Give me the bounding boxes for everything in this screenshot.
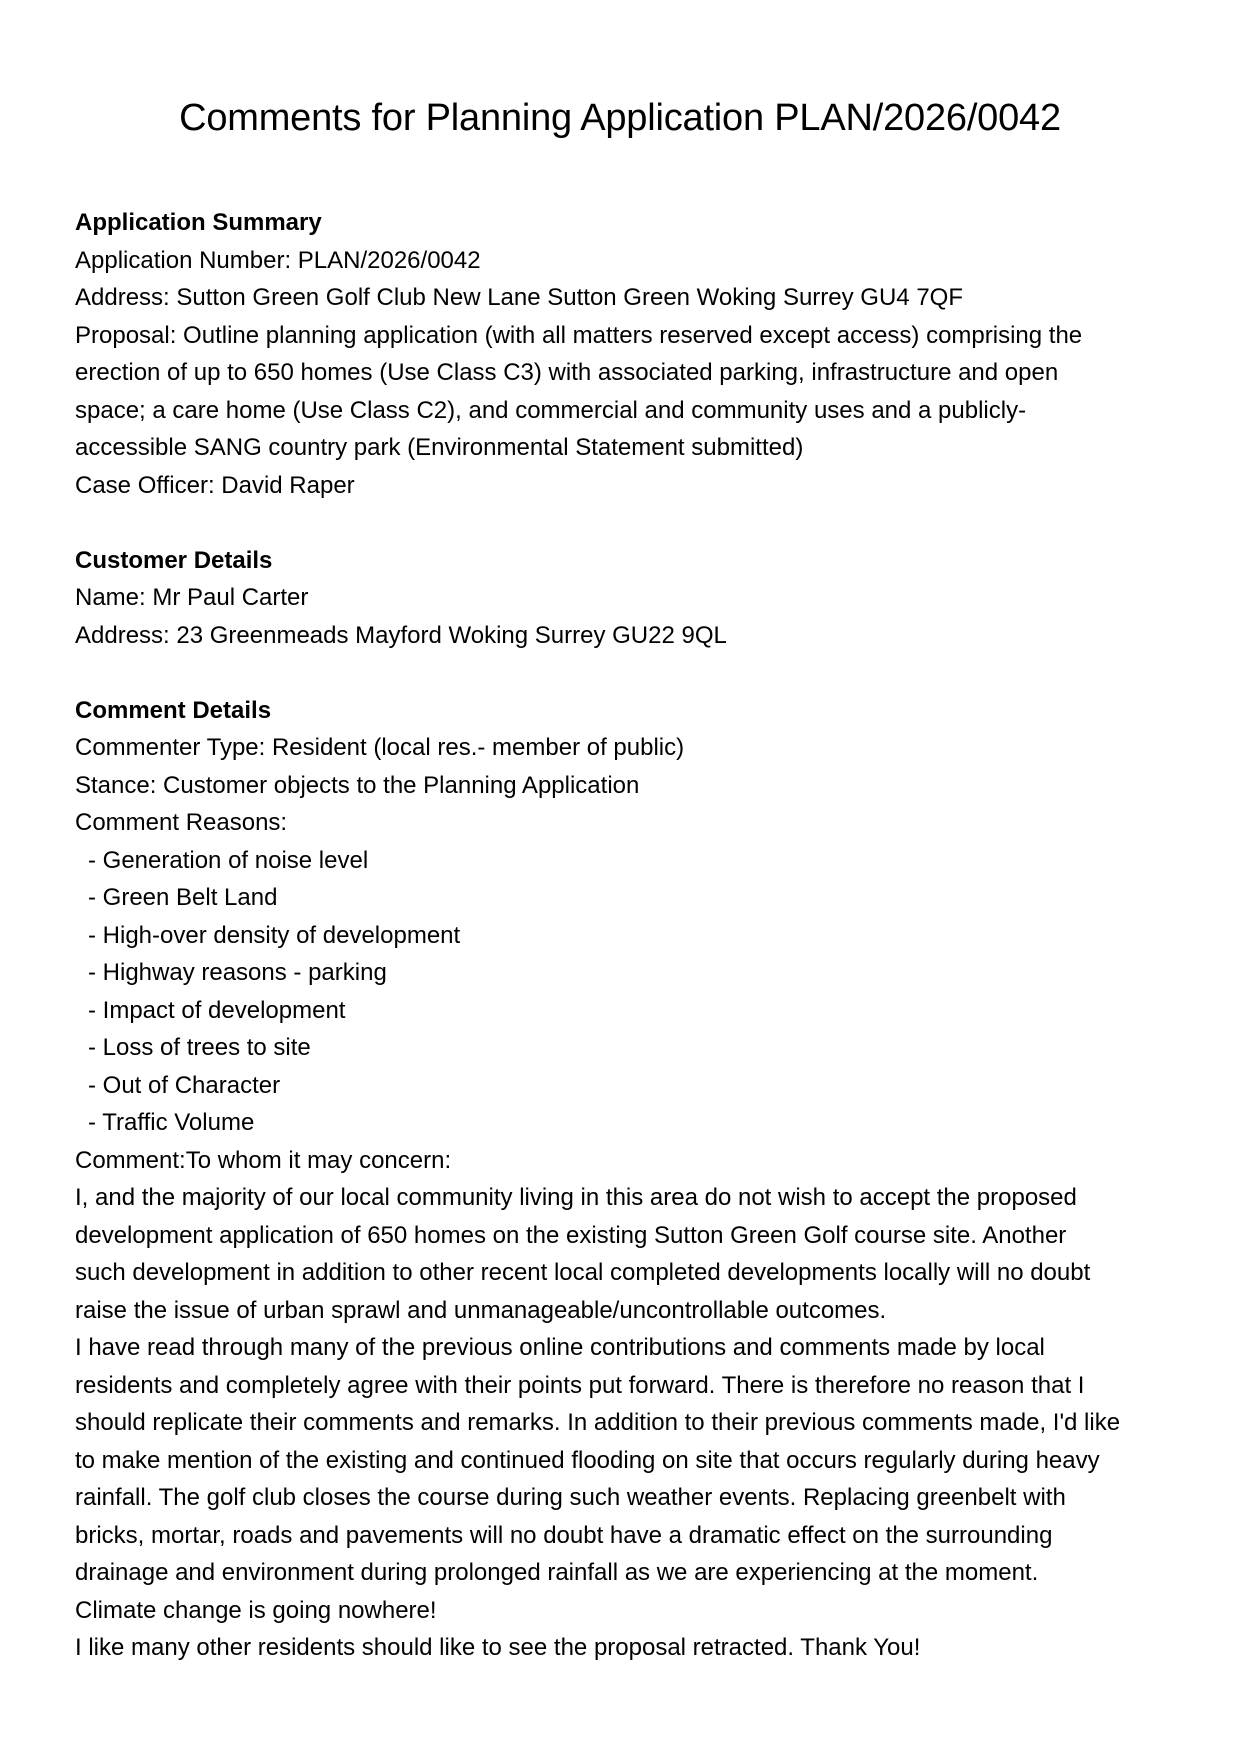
comment-line: drainage and environment during prolonged rainfall as we are experiencing at the moment. xyxy=(75,1559,1039,1586)
proposal-line: space; a care home (Use Class C2), and commercial and community uses and a publicly- xyxy=(75,396,1027,424)
comment-details-section xyxy=(75,692,1165,1667)
customer-details-heading: Customer Details xyxy=(75,546,273,574)
customer-details-section xyxy=(75,542,1165,655)
comment-line: rainfall. The golf club closes the course during such weather events. Replacing greenbelt with xyxy=(75,1484,1066,1511)
comment-reason-item: - Generation of noise level xyxy=(88,846,369,874)
comment-line: should replicate their comments and remarks. In addition to their previous comments made, I'd like xyxy=(75,1409,1121,1436)
comment-line: bricks, mortar, roads and pavements will no doubt have a dramatic effect on the surrounding xyxy=(75,1521,1053,1549)
comment-reason-item: - High-over density of development xyxy=(88,921,461,949)
commenter-type: Commenter Type: Resident (local res.- member of public) xyxy=(75,734,685,761)
comment-reason-item: - Highway reasons - parking xyxy=(88,959,387,986)
comment-line: development application of 650 homes on the existing Sutton Green Golf course site. Another xyxy=(75,1221,1067,1249)
case-officer: Case Officer: David Raper xyxy=(75,471,355,499)
comment-reasons-list xyxy=(75,842,1165,1142)
comment-body xyxy=(75,1179,1165,1667)
comment-reason-item: - Loss of trees to site xyxy=(88,1034,311,1061)
customer-address: Address: 23 Greenmeads Mayford Woking Surrey GU22 9QL xyxy=(75,621,727,649)
proposal-line: accessible SANG country park (Environmental Statement submitted) xyxy=(75,434,804,461)
comment-reason-item: - Traffic Volume xyxy=(88,1109,255,1136)
proposal-line: Proposal: Outline planning application (with all matters reserved except access) comprising the xyxy=(75,321,1083,349)
comment-reason-item: - Green Belt Land xyxy=(88,884,278,911)
comment-intro: Comment:To whom it may concern: xyxy=(75,1146,452,1174)
comment-details-heading: Comment Details xyxy=(75,696,272,724)
comment-line: to make mention of the existing and continued flooding on site that occurs regularly during heavy xyxy=(75,1446,1100,1474)
comment-line: Climate change is going nowhere! xyxy=(75,1596,437,1624)
application-address: Address: Sutton Green Golf Club New Lane Sutton Green Woking Surrey GU4 7QF xyxy=(75,284,963,311)
comment-line: I, and the majority of our local community living in this area do not wish to accept the proposed xyxy=(75,1184,1077,1211)
comment-line: such development in addition to other recent local completed developments locally will no doubt xyxy=(75,1259,1091,1286)
application-number: Application Number: PLAN/2026/0042 xyxy=(75,246,481,274)
comment-reason-item: - Impact of development xyxy=(88,996,346,1024)
comment-line: raise the issue of urban sprawl and unmanageable/uncontrollable outcomes. xyxy=(75,1296,887,1324)
comment-reasons-label: Comment Reasons: xyxy=(75,809,288,836)
comment-line: I have read through many of the previous online contributions and comments made by local xyxy=(75,1334,1045,1361)
application-summary-heading: Application Summary xyxy=(75,209,322,236)
stance: Stance: Customer objects to the Planning Application xyxy=(75,771,640,799)
comment-line: residents and completely agree with their points put forward. There is therefore no reason that I xyxy=(75,1371,1085,1399)
page-title: Comments for Planning Application PLAN/2026/0042 xyxy=(179,97,1061,139)
comment-reason-item: - Out of Character xyxy=(88,1071,281,1099)
comment-line: I like many other residents should like to see the proposal retracted. Thank You! xyxy=(75,1634,921,1661)
application-summary-section xyxy=(75,204,1165,504)
customer-name: Name: Mr Paul Carter xyxy=(75,584,309,611)
proposal-line: erection of up to 650 homes (Use Class C3) with associated parking, infrastructure and open xyxy=(75,359,1059,386)
